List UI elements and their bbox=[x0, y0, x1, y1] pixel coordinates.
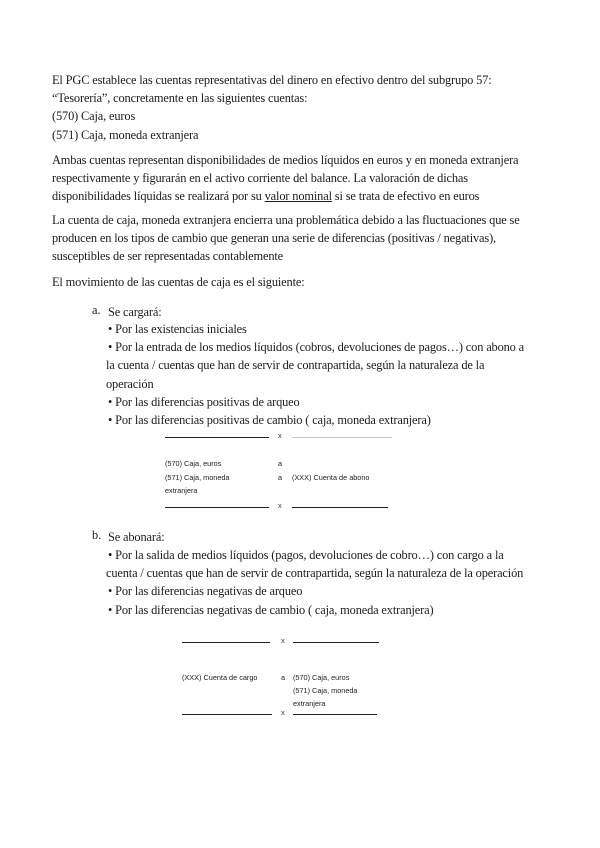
bullet-item: • Por la salida de medios líquidos (pagos, devoluciones de cobro…) con cargo a la bbox=[108, 548, 504, 562]
debit-account: (570) Caja, euros bbox=[165, 459, 222, 468]
text-line bbox=[52, 187, 572, 205]
entry-a-connector: a bbox=[278, 473, 283, 482]
credit-account: (XXX) Cuenta de abono bbox=[292, 473, 370, 482]
account-571: (571) Caja, moneda extranjera bbox=[52, 127, 199, 142]
movement-intro: El movimiento de las cuentas de caja es el siguiente: bbox=[52, 275, 305, 289]
entry-rule bbox=[182, 642, 270, 643]
entry-rule bbox=[165, 437, 269, 438]
entry-x-marker: x bbox=[281, 636, 285, 645]
debit-account: (571) Caja, moneda bbox=[165, 473, 230, 482]
text-line: producen en los tipos de cambio que generan una serie de diferencias (positivas / negativas), bbox=[52, 231, 497, 246]
account-570: (570) Caja, euros bbox=[52, 109, 136, 124]
entry-rule bbox=[165, 507, 269, 508]
section-a-title: Se cargará: bbox=[108, 305, 162, 319]
bullet-item: • Por las diferencias positivas de arqueo bbox=[108, 394, 300, 409]
text-line: La cuenta de caja, moneda extranjera encierra una problemática debido a las fluctuaciones que se bbox=[52, 213, 520, 227]
entry-rule bbox=[293, 642, 379, 643]
entry-rule bbox=[292, 437, 392, 438]
section-a-bullets bbox=[108, 320, 578, 429]
text-line: respectivamente y figurarán en el activo corriente del balance. La valoración de dichas bbox=[52, 171, 468, 186]
text-line: susceptibles de ser representadas contablemente bbox=[52, 249, 284, 264]
debit-account: (XXX) Cuenta de cargo bbox=[182, 673, 258, 682]
bullet-item: • Por la entrada de los medios líquidos (cobros, devoluciones de pagos…) con abono a bbox=[108, 340, 525, 355]
valuation-paragraph bbox=[52, 151, 572, 206]
entry-a-connector: a bbox=[281, 673, 286, 682]
entry-rule bbox=[182, 714, 272, 715]
bullet-continuation: operación bbox=[106, 376, 154, 391]
debit-account-cont: extranjera bbox=[165, 486, 198, 495]
underlined-term: valor nominal bbox=[264, 189, 332, 204]
credit-account: (570) Caja, euros bbox=[293, 673, 350, 682]
list-marker-a: a. bbox=[92, 303, 101, 317]
entry-rule bbox=[292, 507, 388, 508]
entry-x-marker: x bbox=[278, 431, 282, 440]
text-fragment: si se trata de efectivo en euros bbox=[331, 189, 480, 204]
text-fragment: disponibilidades líquidas se realizará por su bbox=[52, 189, 265, 204]
bullet-item: • Por las existencias iniciales bbox=[108, 322, 247, 336]
entry-x-marker: x bbox=[281, 708, 285, 717]
bullet-continuation: cuenta / cuentas que han de servir de contrapartida, según la naturaleza de la operación bbox=[106, 566, 524, 581]
entry-a-connector: a bbox=[278, 459, 283, 468]
exchange-paragraph bbox=[52, 211, 572, 266]
text-line: “Tesorería”, concretamente en las siguientes cuentas: bbox=[52, 91, 308, 106]
intro-paragraph bbox=[52, 71, 572, 144]
bullet-continuation: la cuenta / cuentas que han de servir de contrapartida, según la naturaleza de la bbox=[106, 358, 485, 373]
bullet-item: • Por las diferencias negativas de cambio ( caja, moneda extranjera) bbox=[108, 602, 434, 617]
section-b-title: Se abonará: bbox=[108, 530, 165, 544]
section-b-bullets bbox=[108, 546, 578, 619]
text-line: Ambas cuentas representan disponibilidades de medios líquidos en euros y en moneda extranjera bbox=[52, 153, 519, 167]
bullet-item: • Por las diferencias negativas de arqueo bbox=[108, 584, 303, 599]
bullet-item: • Por las diferencias positivas de cambio ( caja, moneda extranjera) bbox=[108, 413, 431, 428]
text-line: El PGC establece las cuentas representativas del dinero en efectivo dentro del subgrupo 57: bbox=[52, 73, 492, 87]
entry-rule bbox=[293, 714, 377, 715]
credit-account-cont: extranjera bbox=[293, 699, 326, 708]
credit-account: (571) Caja, moneda bbox=[293, 686, 358, 695]
list-marker-b: b. bbox=[92, 528, 102, 542]
entry-x-marker: x bbox=[278, 501, 282, 510]
